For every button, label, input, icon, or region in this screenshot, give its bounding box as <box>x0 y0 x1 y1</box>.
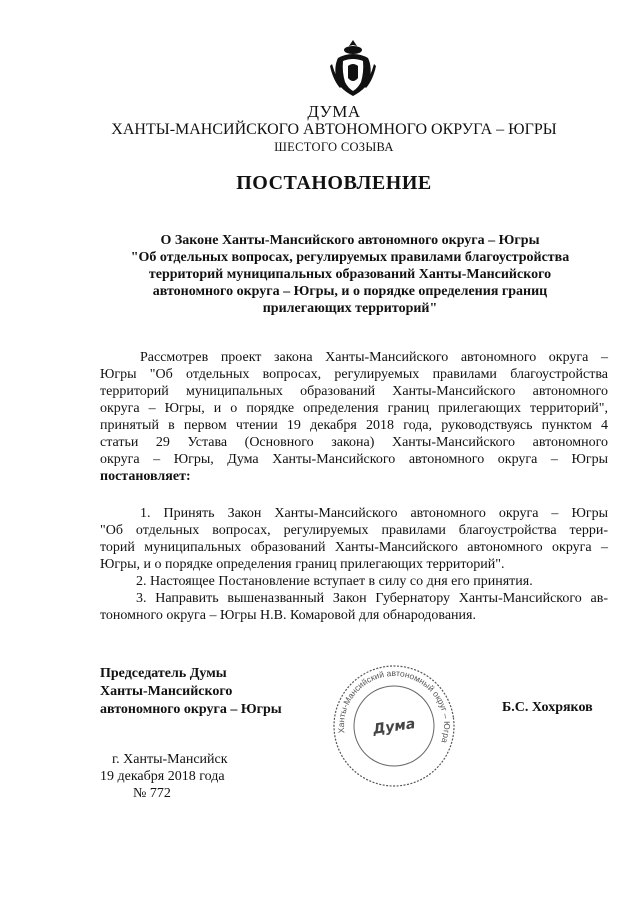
title-line: прилегающих территорий" <box>262 301 438 316</box>
resolution-line: 1. Принять Закон Ханты-Мансийского автономного округа – Югры <box>140 506 608 521</box>
title-line: О Законе Ханты-Мансийского автономного округа – Югры <box>160 233 540 248</box>
signatory-position-line: автономного округа – Югры <box>100 702 282 717</box>
resolution-items <box>100 505 608 624</box>
stamp-center-text: Дума <box>371 716 417 738</box>
preamble-line: принятый в первом чтении 19 декабря 2018 года, руководствуясь пунктом 4 <box>100 418 608 433</box>
preamble-line: округа – Югры, и о порядке определения границ прилегающих территорий", <box>100 401 608 416</box>
preamble-line: территорий муниципальных образований Ханты-Мансийского автономного <box>100 384 608 399</box>
signatory-position-line: Ханты-Мансийского <box>100 684 233 699</box>
official-stamp <box>328 660 460 792</box>
document-title <box>100 232 600 317</box>
title-line: территорий муниципальных образований Ханты-Мансийского <box>148 267 552 282</box>
resolution-line: "Об отдельных вопросах, регулируемых правилами благоустройства терри- <box>100 523 608 538</box>
issuer-convocation: ШЕСТОГО СОЗЫВА <box>274 140 394 154</box>
resolution-line: тономного округа – Югры Н.В. Комаровой для обнародования. <box>100 608 476 623</box>
decides-word: постановляет: <box>100 469 191 484</box>
resolution-line: торий муниципальных образований Ханты-Мансийского автономного округа – <box>100 540 608 555</box>
svg-text:Ханты-Мансийский автономный ок: Ханты-Мансийский автономный округ – Югра <box>335 667 453 745</box>
resolution-line: Югры, и о порядке определения границ прилегающих территорий". <box>100 557 505 572</box>
signatory-position <box>100 665 282 719</box>
preamble-line: статьи 29 Устава (Основного закона) Ханты-Мансийского автономного <box>100 435 608 450</box>
title-line: автономного округа – Югры, и о порядке определения границ <box>152 284 548 299</box>
resolution-line: 2. Настоящее Постановление вступает в силу со дня его принятия. <box>136 574 533 589</box>
preamble-line: Югры "Об отдельных вопросах, регулируемых правилами благоустройства <box>100 367 608 382</box>
document-number: № 772 <box>133 786 171 801</box>
document-type: ПОСТАНОВЛЕНИЕ <box>236 172 432 194</box>
title-line: "Об отдельных вопросах, регулируемых правилами благоустройства <box>130 250 570 265</box>
issue-place: г. Ханты-Мансийск <box>112 752 228 767</box>
issuer-region: ХАНТЫ-МАНСИЙСКОГО АВТОНОМНОГО ОКРУГА – ЮГРЫ <box>111 121 557 138</box>
signatory-position-line: Председатель Думы <box>100 666 227 681</box>
resolution-line: 3. Направить вышеназванный Закон Губернатору Ханты-Мансийского ав- <box>136 591 608 606</box>
coat-of-arms-icon <box>328 38 378 100</box>
preamble-line: Рассмотрев проект закона Ханты-Мансийского автономного округа – <box>140 350 608 365</box>
signatory-name: Б.С. Хохряков <box>502 700 593 715</box>
preamble-line: округа – Югры, Дума Ханты-Мансийского автономного округа – Югры <box>100 452 608 467</box>
issuer-title: ДУМА <box>307 102 361 121</box>
issue-date: 19 декабря 2018 года <box>100 769 225 784</box>
preamble-paragraph <box>100 349 608 485</box>
